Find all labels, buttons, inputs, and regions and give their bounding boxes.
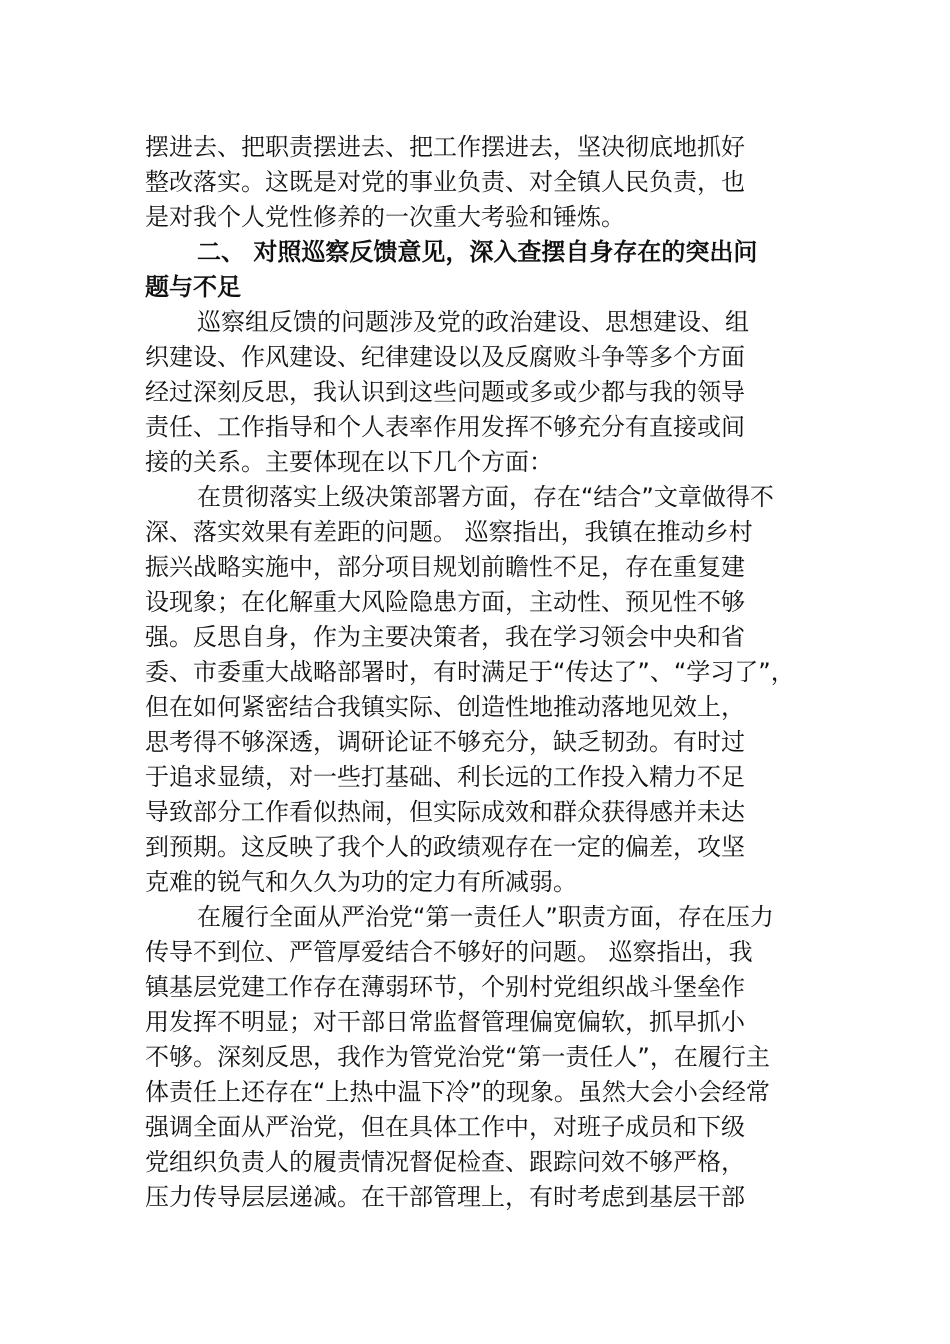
text-line: 用发挥不明显；对干部日常监督管理偏宽偏软，抓早抓小 — [145, 1008, 745, 1036]
text-line: 在履行全面从严治党“第一责任人”职责方面，存在压力 — [197, 903, 774, 931]
text-line: 强调全面从严治党，但在具体工作中，对班子成员和下级 — [145, 1113, 745, 1141]
document-body — [145, 130, 817, 1215]
text-line: 导致部分工作看似热闹，但实际成效和群众获得感并未达 — [145, 798, 745, 826]
text-line: 党组织负责人的履责情况督促检查、跟踪问效不够严格， — [145, 1148, 745, 1176]
text-line: 接的关系。主要体现在以下几个方面： — [145, 448, 553, 476]
text-line: 整改落实。这既是对党的事业负责、对全镇人民负责，也 — [145, 168, 745, 196]
text-line: 思考得不够深透，调研论证不够充分，缺乏韧劲。有时过 — [145, 728, 745, 756]
text-line: 深、落实效果有差距的问题。 巡察指出，我镇在推动乡村 — [145, 518, 753, 546]
text-line: 委、市委重大战略部署时，有时满足于“传达了”、“学习了”， — [145, 658, 795, 686]
text-line: 织建设、作风建设、纪律建设以及反腐败斗争等多个方面 — [145, 343, 745, 371]
text-line: 但在如何紧密结合我镇实际、创造性地推动落地见效上， — [145, 693, 745, 721]
text-line: 振兴战略实施中，部分项目规划前瞻性不足，存在重复建 — [145, 553, 745, 581]
text-line: 设现象；在化解重大风险隐患方面，主动性、预见性不够 — [145, 588, 745, 616]
text-line: 体责任上还存在“上热中温下冷”的现象。虽然大会小会经常 — [145, 1078, 770, 1106]
text-line: 传导不到位、严管厚爱结合不够好的问题。 巡察指出，我 — [145, 938, 753, 966]
text-line: 压力传导层层递减。在干部管理上，有时考虑到基层干部 — [145, 1183, 745, 1211]
section-heading-line: 题与不足 — [145, 273, 241, 301]
text-line: 责任、工作指导和个人表率作用发挥不够充分有直接或间 — [145, 413, 745, 441]
text-line: 到预期。这反映了我个人的政绩观存在一定的偏差，攻坚 — [145, 833, 745, 861]
text-line: 在贯彻落实上级决策部署方面，存在“结合”文章做得不 — [197, 483, 774, 511]
text-line: 镇基层党建工作存在薄弱环节，个别村党组织战斗堡垒作 — [145, 973, 745, 1001]
text-line: 经过深刻反思，我认识到这些问题或多或少都与我的领导 — [145, 378, 745, 406]
text-line: 克难的锐气和久久为功的定力有所减弱。 — [145, 868, 577, 896]
text-line: 强。反思自身，作为主要决策者，我在学习领会中央和省 — [145, 623, 745, 651]
text-line: 不够。深刻反思，我作为管党治党“第一责任人”，在履行主 — [145, 1043, 770, 1071]
text-line: 巡察组反馈的问题涉及党的政治建设、思想建设、组 — [197, 308, 749, 336]
text-line: 是对我个人党性修养的一次重大考验和锤炼。 — [145, 203, 625, 231]
text-line: 于追求显绩，对一些打基础、利长远的工作投入精力不足 — [145, 763, 745, 791]
section-heading-line: 二、 对照巡察反馈意见，深入查摆自身存在的突出问 — [197, 238, 758, 266]
text-line: 摆进去、把职责摆进去、把工作摆进去，坚决彻底地抓好 — [145, 133, 745, 161]
